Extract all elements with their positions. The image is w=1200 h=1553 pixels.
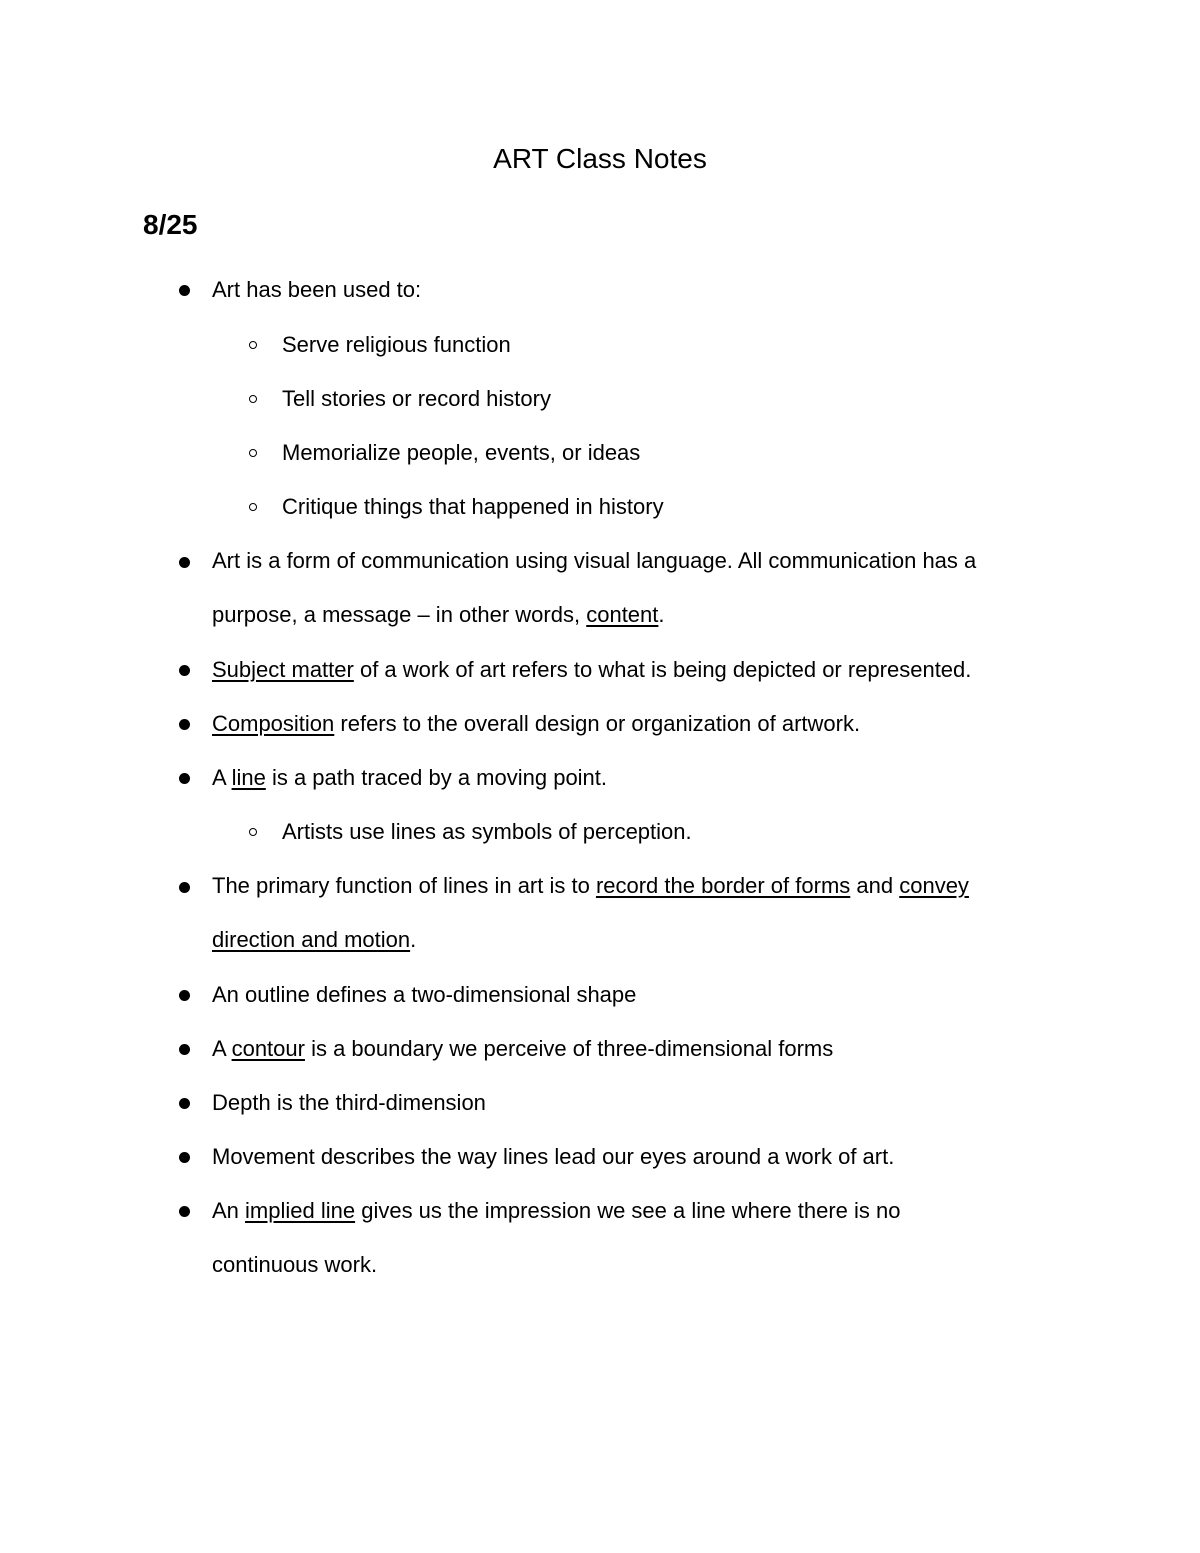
list-item-continuation (212, 926, 416, 954)
hollow-bullet-icon (249, 828, 257, 836)
text-run: gives us the impression we see a line where there is no (355, 1198, 901, 1223)
text-run: refers to the overall design or organization of artwork. (334, 711, 861, 736)
document-title: ART Class Notes (493, 143, 707, 174)
text-run: and (850, 873, 900, 898)
underlined-term: contour (231, 1036, 305, 1061)
text-run: . (410, 927, 417, 952)
text-run: The primary function of lines in art is to (212, 873, 596, 898)
hollow-bullet-icon (249, 341, 257, 349)
bullet-icon (179, 773, 190, 784)
underlined-term: line (231, 765, 266, 790)
text-run: purpose, a message – in other words, (212, 602, 587, 627)
hollow-bullet-icon (249, 503, 257, 511)
bullet-icon (179, 285, 190, 296)
list-item (212, 656, 971, 684)
text-run: of a work of art refers to what is being depicted or represented. (353, 657, 972, 682)
sub-list-item: Critique things that happened in history (282, 494, 664, 519)
text-run: An (212, 1198, 246, 1223)
bullet-icon (179, 1098, 190, 1109)
underlined-term: content (586, 602, 659, 627)
sub-list-item: Tell stories or record history (282, 386, 551, 411)
list-item-continuation: continuous work. (212, 1252, 378, 1277)
bullet-icon (179, 1152, 190, 1163)
underlined-term: implied line (245, 1198, 356, 1223)
bullet-icon (179, 719, 190, 730)
list-item (212, 1197, 901, 1225)
list-item: An outline defines a two-dimensional shape (212, 982, 637, 1007)
hollow-bullet-icon (249, 449, 257, 457)
underlined-term: Subject matter (212, 657, 354, 682)
underlined-term: direction and motion (212, 927, 411, 952)
bullet-icon (179, 1044, 190, 1055)
list-item: Depth is the third-dimension (212, 1090, 486, 1115)
sub-list-item: Serve religious function (282, 332, 511, 357)
list-item (212, 872, 969, 900)
underlined-term: convey (899, 873, 969, 898)
bullet-icon (179, 990, 190, 1001)
list-item (212, 1035, 833, 1063)
list-item: Art has been used to: (212, 277, 422, 302)
bullet-icon (179, 882, 190, 893)
list-item-continuation (212, 601, 665, 629)
bullet-icon (179, 1206, 190, 1217)
text-run: is a boundary we perceive of three-dimensional forms (304, 1036, 834, 1061)
sub-list-item: Artists use lines as symbols of perception. (282, 819, 692, 844)
bullet-icon (179, 557, 190, 568)
hollow-bullet-icon (249, 395, 257, 403)
text-run: is a path traced by a moving point. (265, 765, 608, 790)
bullet-icon (179, 665, 190, 676)
list-item: Movement describes the way lines lead our eyes around a work of art. (212, 1144, 895, 1169)
list-item (212, 764, 607, 792)
date-heading: 8/25 (143, 209, 198, 240)
list-item (212, 710, 860, 738)
text-run: A (212, 765, 232, 790)
list-item: Art is a form of communication using visual language. All communication has a (212, 548, 977, 573)
text-run: A (212, 1036, 232, 1061)
sub-list-item: Memorialize people, events, or ideas (282, 440, 641, 465)
underlined-term: record the border of forms (595, 873, 851, 898)
underlined-term: Composition (212, 711, 335, 736)
text-run: . (658, 602, 665, 627)
